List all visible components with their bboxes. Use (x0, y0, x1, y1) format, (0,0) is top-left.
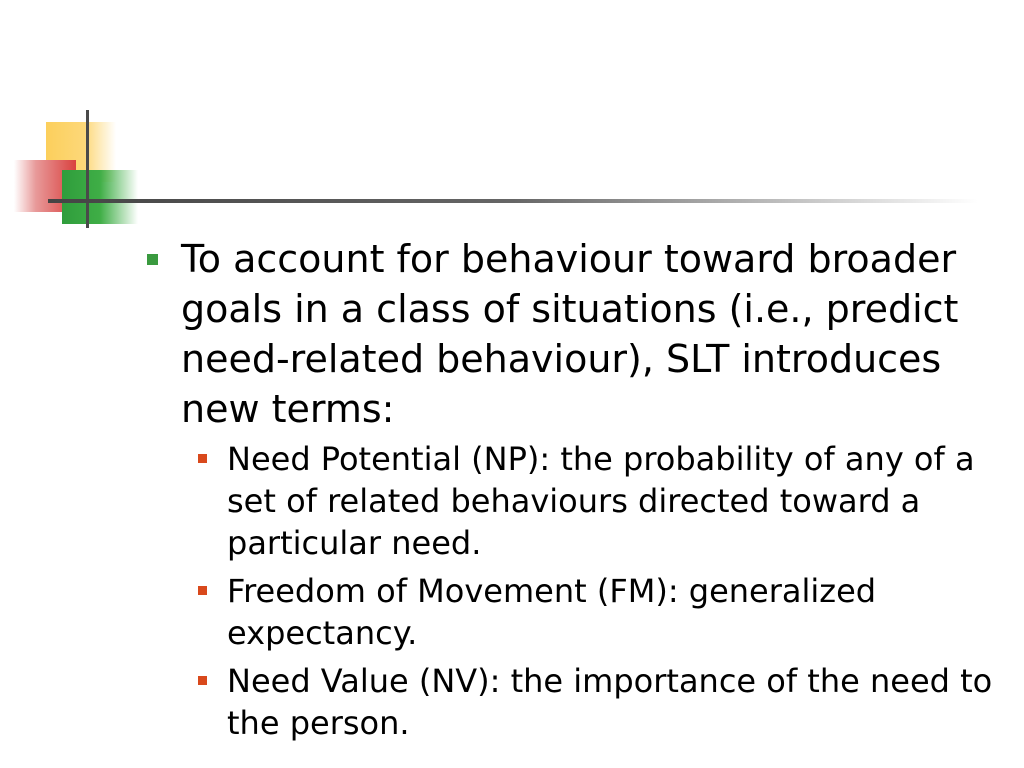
logo-green-square (62, 170, 138, 224)
sub-bullet-text: Need Potential (NP): the probability of any of a set of related behaviours directed toward a particular need. (227, 440, 975, 562)
logo-vertical-line (86, 110, 89, 228)
main-bullet-item (144, 234, 1004, 434)
main-bullet-text: To account for behaviour toward broader goals in a class of situations (i.e., predict need-related behaviour), SLT introduces new terms: (181, 237, 959, 431)
sub-bullet-text: Need Value (NV): the importance of the need to the person. (227, 662, 993, 742)
title-rule-line (48, 199, 978, 203)
square-bullet-icon (147, 254, 158, 265)
sub-bullet-item (144, 660, 1004, 744)
sub-bullet-list (144, 438, 1004, 744)
corner-logo (0, 0, 200, 240)
square-bullet-icon (198, 586, 207, 595)
square-bullet-icon (198, 454, 207, 463)
sub-bullet-item (144, 570, 1004, 654)
sub-bullet-item (144, 438, 1004, 564)
square-bullet-icon (198, 676, 207, 685)
slide-body (144, 234, 1004, 750)
sub-bullet-text: Freedom of Movement (FM): generalized expectancy. (227, 572, 877, 652)
